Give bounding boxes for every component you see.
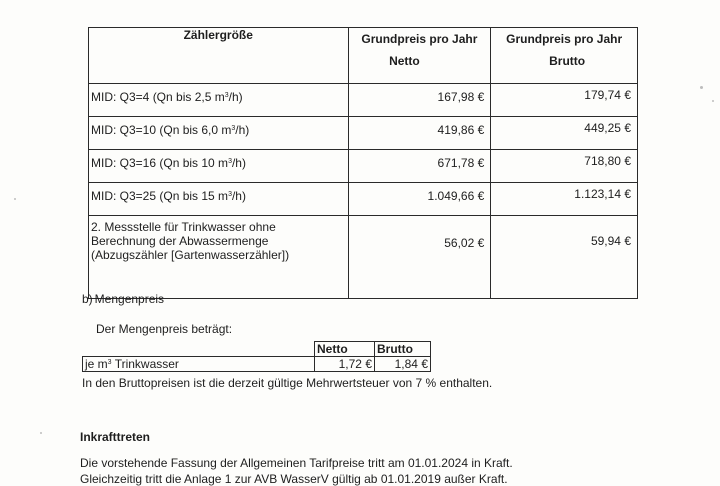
row-label-line: 2. Messstelle für Trinkwasser ohne bbox=[91, 220, 276, 234]
mengenpreis-heading bbox=[82, 292, 164, 306]
header-netto-sub: Netto bbox=[389, 54, 420, 68]
scan-speck bbox=[700, 86, 703, 89]
row-brutto: 718,80 € bbox=[491, 150, 638, 183]
scan-speck bbox=[712, 100, 714, 102]
header-size-text: Zählergröße bbox=[183, 28, 253, 42]
table-row bbox=[83, 357, 431, 372]
inkrafttreten-heading: Inkrafttreten bbox=[80, 430, 151, 444]
row-brutto: 179,74 € bbox=[491, 84, 638, 117]
row-label bbox=[89, 216, 349, 299]
table-row bbox=[89, 84, 638, 117]
row-netto: 167,98 € bbox=[348, 84, 491, 117]
row-label: MID: Q3=10 (Qn bis 6,0 $m^3/h$) bbox=[89, 117, 349, 150]
scan-speck bbox=[40, 432, 42, 434]
row-brutto: 449,25 € bbox=[491, 117, 638, 150]
row-brutto: 1,84 € bbox=[375, 357, 431, 372]
row-label-line: (Abzugszähler [Gartenwasserzähler]) bbox=[91, 248, 290, 262]
header-brutto: Brutto bbox=[375, 342, 431, 357]
header-brutto bbox=[491, 28, 638, 84]
row-label: MID: Q3=4 (Qn bis 2,5 $m^3/h$) bbox=[89, 84, 349, 117]
row-netto: 419,86 € bbox=[348, 117, 491, 150]
row-label: je $m^3$ Trinkwasser bbox=[83, 357, 315, 372]
vat-note: In den Bruttopreisen ist die derzeit gültige Mehrwertsteuer von 7 % enthalten. bbox=[82, 376, 493, 390]
scan-speck bbox=[14, 198, 16, 200]
section-title: Mengenpreis bbox=[94, 292, 165, 306]
row-label: MID: Q3=16 (Qn bis 10 $m^3/h$) bbox=[89, 150, 349, 183]
row-brutto: 1.123,14 € bbox=[491, 183, 638, 216]
mengenpreis-table bbox=[82, 341, 431, 372]
grundpreis-header-row bbox=[89, 28, 638, 84]
empty-cell bbox=[83, 342, 315, 357]
row-netto: 1,72 € bbox=[315, 357, 375, 372]
mengenpreis-intro: Der Mengenpreis beträgt: bbox=[96, 322, 233, 336]
grundpreis-table bbox=[88, 27, 638, 299]
inkrafttreten-text: Die vorstehende Fassung der Allgemeinen Tarifpreise tritt am 01.01.2024 in Kraft. bbox=[80, 456, 513, 470]
row-netto: 1.049,66 € bbox=[348, 183, 491, 216]
header-brutto-title: Grundpreis pro Jahr bbox=[506, 32, 623, 46]
header-netto-title: Grundpreis pro Jahr bbox=[361, 32, 478, 46]
row-label: MID: Q3=25 (Qn bis 15 $m^3/h$) bbox=[89, 183, 349, 216]
row-netto: 56,02 € bbox=[348, 216, 491, 299]
mengenpreis-header-row bbox=[83, 342, 431, 357]
table-row bbox=[89, 150, 638, 183]
header-brutto-sub: Brutto bbox=[549, 54, 586, 68]
inkrafttreten-text-cut: Gleichzeitig tritt die Anlage 1 zur AVB WasserV gültig ab 01.01.2019 außer Kraft. bbox=[80, 472, 508, 486]
table-row bbox=[89, 183, 638, 216]
table-row-messstelle bbox=[89, 216, 638, 299]
row-brutto: 59,94 € bbox=[491, 216, 638, 299]
row-netto: 671,78 € bbox=[348, 150, 491, 183]
row-label-line: Berechnung der Abwassermenge bbox=[91, 234, 269, 248]
header-netto: Netto bbox=[315, 342, 375, 357]
table-row bbox=[89, 117, 638, 150]
header-zaehlergroesse bbox=[89, 28, 349, 84]
header-netto bbox=[348, 28, 491, 84]
section-marker: b) bbox=[82, 292, 93, 306]
